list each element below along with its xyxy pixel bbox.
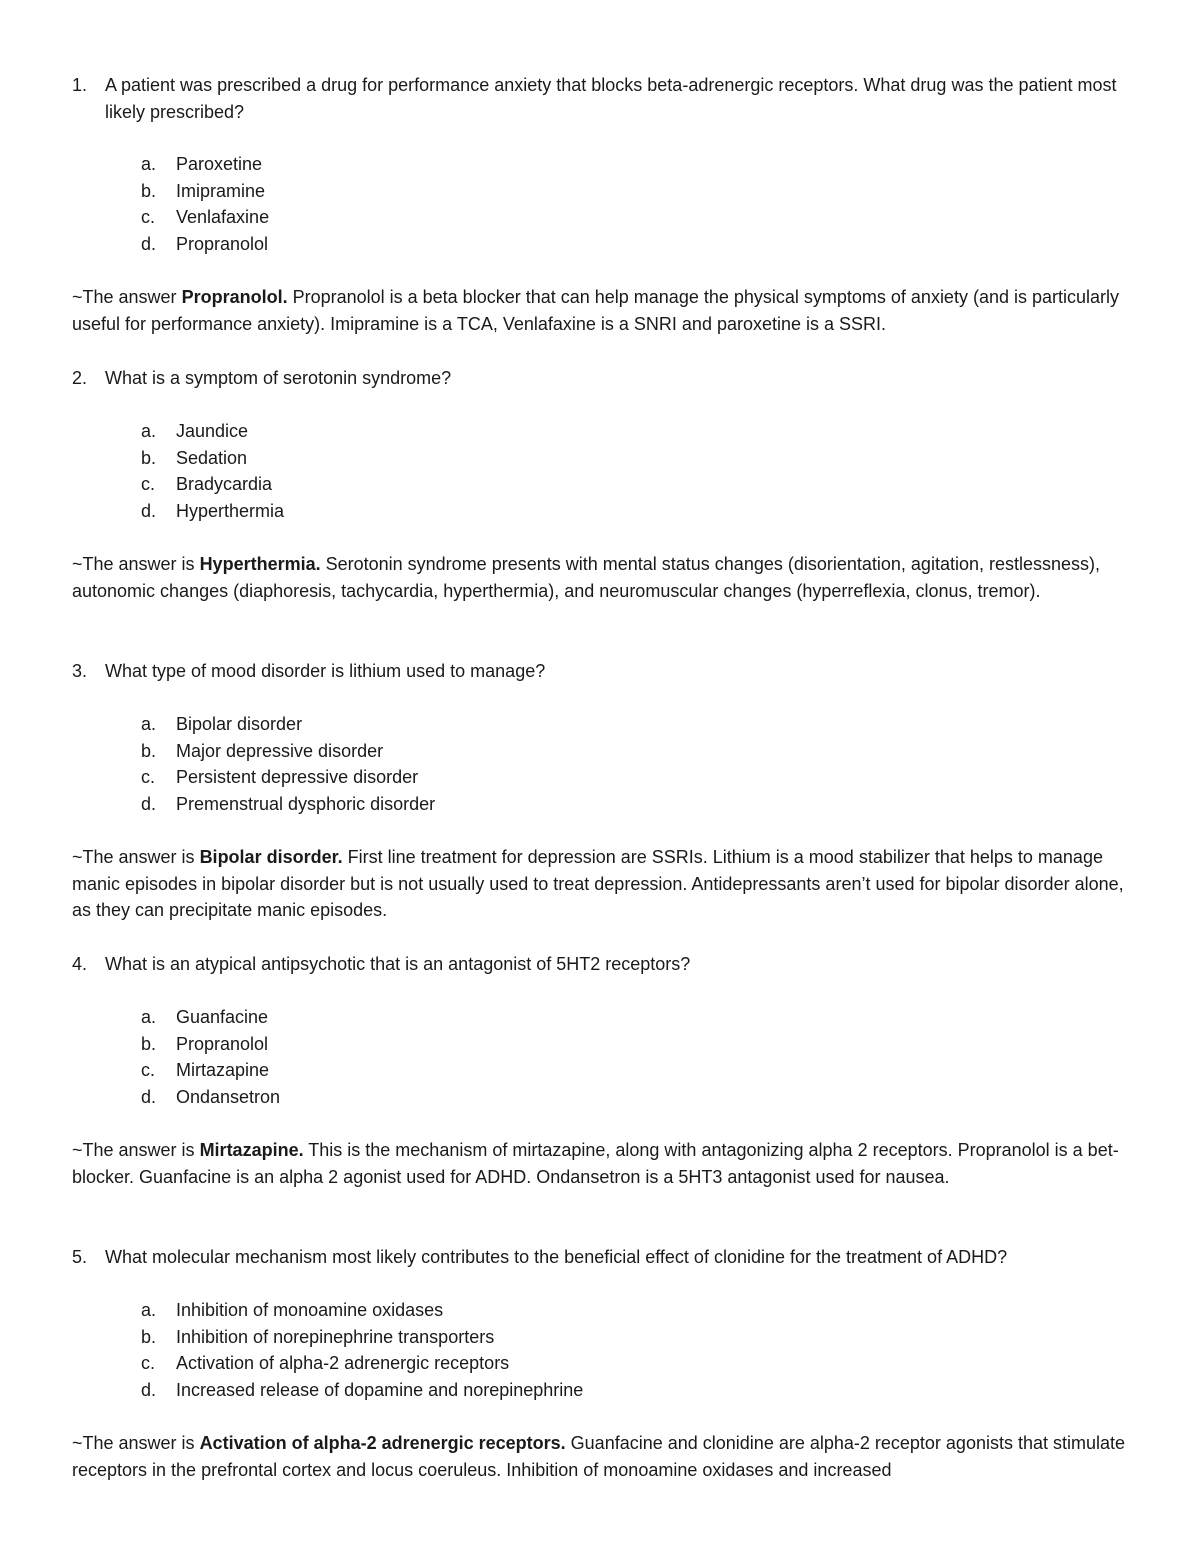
option-text: Inhibition of norepinephrine transporters — [176, 1326, 495, 1347]
answer-prefix: ~The answer is — [72, 847, 200, 867]
option-item — [141, 1377, 1141, 1404]
option-item — [141, 1031, 1141, 1058]
question-1 — [72, 72, 1152, 125]
option-text: Activation of alpha-2 adrenergic receptors — [176, 1353, 510, 1373]
answer-highlight: Mirtazapine. — [199, 1140, 304, 1160]
option-item — [141, 738, 1141, 765]
option-letter: d. — [141, 1086, 157, 1107]
option-letter: b. — [141, 1326, 157, 1347]
question-text: A patient was prescribed a drug for performance anxiety that blocks beta-adrenergic receptors. What drug was the patient most likely prescribed? — [105, 75, 1117, 122]
option-text: Major depressive disorder — [176, 740, 384, 761]
option-letter: b. — [141, 740, 157, 761]
answer-highlight: Hyperthermia. — [199, 554, 321, 574]
option-letter: c. — [141, 474, 156, 494]
option-item — [141, 231, 1141, 258]
option-letter: c. — [141, 1060, 156, 1080]
question-text: What molecular mechanism most likely contributes to the beneficial effect of clonidine for the treatment of ADHD? — [105, 1247, 1008, 1267]
option-letter: b. — [141, 447, 157, 468]
answer-explanation: Propranolol is a beta blocker that can help manage the physical symptoms of anxiety (and is particularly useful for performance anxiety). Imipramine is a TCA, Venlafaxine is a SNRI and paroxetine is a SSRI. — [72, 287, 1120, 334]
answer-explanation: This is the mechanism of mirtazapine, along with antagonizing alpha 2 receptors. Propranolol is a bet-blocker. Guanfacine is an alpha 2 agonist used for ADHD. Ondansetron is a 5HT3 antagonist used for nausea. — [72, 1140, 1119, 1187]
option-letter: a. — [141, 421, 157, 441]
option-text: Persistent depressive disorder — [176, 767, 419, 787]
answer-explanation: First line treatment for depression are SSRIs. Lithium is a mood stabilizer that helps to manage manic episodes in bipolar disorder but is not usually used to treat depression. Antidepressants aren’t used for bipolar disorder alone, as they can precipitate manic episodes. — [72, 847, 1124, 920]
question-2 — [72, 365, 1152, 392]
answer-prefix: ~The answer — [72, 287, 182, 307]
option-letter: d. — [141, 500, 157, 521]
option-letter: c. — [141, 767, 156, 787]
option-letter: b. — [141, 180, 157, 201]
question-number: 5. — [72, 1247, 88, 1267]
option-text: Hyperthermia — [176, 500, 285, 521]
option-letter: a. — [141, 714, 157, 734]
option-item — [141, 445, 1141, 472]
options-list-5 — [141, 1297, 1141, 1403]
options-list-3 — [141, 711, 1141, 817]
answer-explanation-1 — [72, 284, 1142, 337]
option-item — [141, 471, 1141, 498]
option-text: Premenstrual dysphoric disorder — [176, 793, 436, 814]
option-letter: d. — [141, 1379, 157, 1400]
answer-explanation-3 — [72, 844, 1142, 924]
answer-highlight: Activation of alpha-2 adrenergic receptors. — [199, 1433, 566, 1453]
option-text: Mirtazapine — [176, 1060, 270, 1080]
question-4 — [72, 951, 1152, 978]
option-letter: d. — [141, 793, 157, 814]
option-item — [141, 711, 1141, 738]
option-letter: b. — [141, 1033, 157, 1054]
option-text: Jaundice — [176, 421, 249, 441]
option-letter: a. — [141, 1007, 157, 1027]
option-text: Bradycardia — [176, 474, 273, 494]
option-text: Venlafaxine — [176, 207, 270, 227]
option-text: Paroxetine — [176, 154, 263, 174]
option-letter: c. — [141, 1353, 156, 1373]
question-number: 1. — [72, 75, 88, 95]
option-letter: a. — [141, 154, 157, 174]
answer-highlight: Propranolol. — [181, 287, 288, 307]
question-text: What is a symptom of serotonin syndrome? — [105, 368, 452, 388]
answer-explanation-5 — [72, 1430, 1142, 1483]
option-item — [141, 1057, 1141, 1084]
answer-highlight: Bipolar disorder. — [199, 847, 343, 867]
option-letter: a. — [141, 1300, 157, 1320]
option-text: Bipolar disorder — [176, 714, 303, 734]
answer-explanation-2 — [72, 551, 1142, 604]
option-item — [141, 498, 1141, 525]
question-number: 2. — [72, 368, 88, 388]
option-letter: d. — [141, 233, 157, 254]
option-item — [141, 151, 1141, 178]
answer-prefix: ~The answer is — [72, 554, 200, 574]
option-item — [141, 1297, 1141, 1324]
option-item — [141, 178, 1141, 205]
options-list-1 — [141, 151, 1141, 257]
question-number: 3. — [72, 661, 88, 681]
option-text: Increased release of dopamine and norepinephrine — [176, 1379, 584, 1400]
question-5 — [72, 1244, 1152, 1271]
answer-prefix: ~The answer is — [72, 1433, 200, 1453]
option-item — [141, 1004, 1141, 1031]
question-number: 4. — [72, 954, 88, 974]
option-item — [141, 791, 1141, 818]
answer-explanation-4 — [72, 1137, 1142, 1190]
option-text: Sedation — [176, 447, 248, 468]
question-text: What type of mood disorder is lithium used to manage? — [105, 661, 546, 681]
option-text: Imipramine — [176, 180, 266, 201]
option-letter: c. — [141, 207, 156, 227]
question-text: What is an atypical antipsychotic that is an antagonist of 5HT2 receptors? — [105, 954, 691, 974]
option-text: Propranolol — [176, 1033, 269, 1054]
options-list-4 — [141, 1004, 1141, 1110]
answer-explanation: Serotonin syndrome presents with mental status changes (disorientation, agitation, restlessness), autonomic changes (diaphoresis, tachycardia, hyperthermia), and neuromuscular changes (hyperreflexia, clonus, tremor). — [72, 554, 1101, 601]
option-text: Inhibition of monoamine oxidases — [176, 1300, 444, 1320]
option-item — [141, 764, 1141, 791]
option-text: Propranolol — [176, 233, 269, 254]
option-item — [141, 1084, 1141, 1111]
answer-explanation: Guanfacine and clonidine are alpha-2 receptor agonists that stimulate receptors in the prefrontal cortex and locus coeruleus. Inhibition of monoamine oxidases and increased — [72, 1433, 1126, 1480]
option-item — [141, 1324, 1141, 1351]
option-text: Ondansetron — [176, 1086, 281, 1107]
option-item — [141, 1350, 1141, 1377]
question-3 — [72, 658, 1152, 685]
option-item — [141, 204, 1141, 231]
options-list-2 — [141, 418, 1141, 524]
option-text: Guanfacine — [176, 1007, 269, 1027]
answer-prefix: ~The answer is — [72, 1140, 200, 1160]
option-item — [141, 418, 1141, 445]
